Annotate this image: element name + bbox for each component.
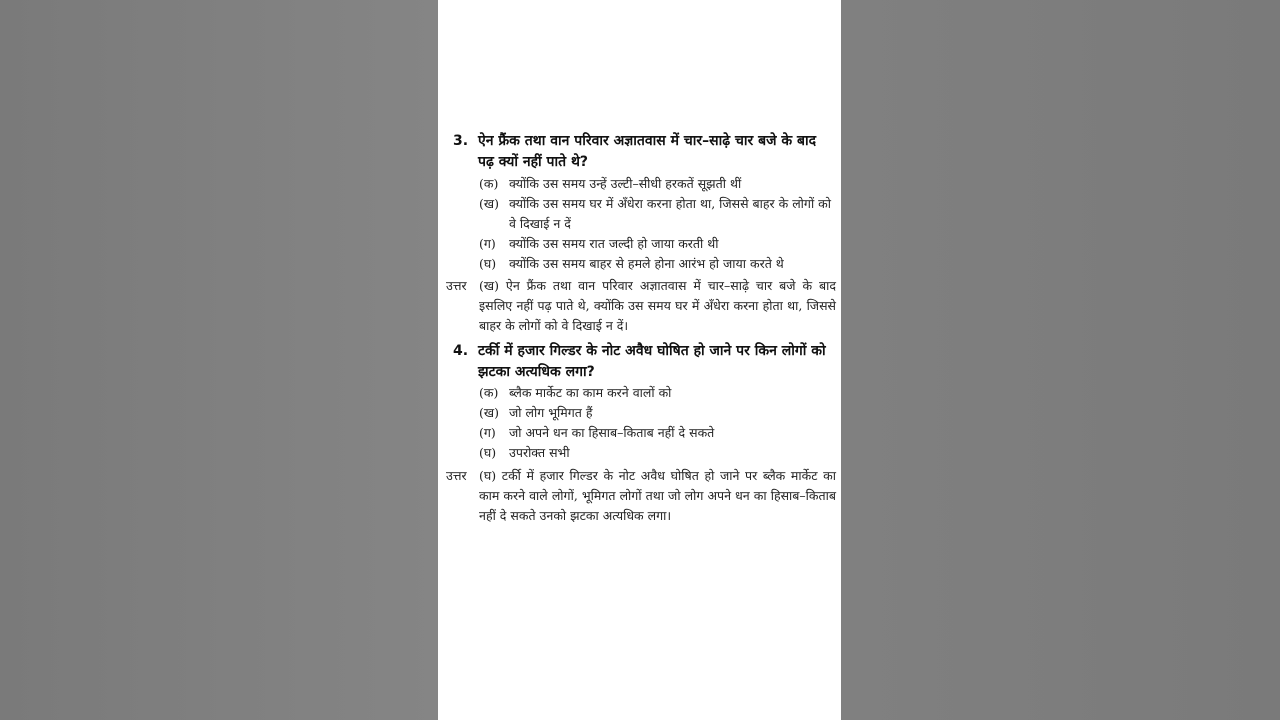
option-label: (ख) xyxy=(479,405,499,420)
option-label: (ग) xyxy=(479,236,496,251)
option-label: (ख) xyxy=(479,196,499,211)
question-number: 3. xyxy=(453,133,469,149)
option-text: जो लोग भूमिगत हैं xyxy=(509,405,593,420)
answer-label: उत्तर xyxy=(446,468,467,483)
answer-text: (ख) ऐन फ्रैंक तथा वान परिवार अज्ञातवास में चार–साढ़े चार बजे के बाद इसलिए नहीं पढ़ पाते थे, क्योंकि उस समय घर में अँधेरा करना होता था, जिससे बाहर के लोगों को वे दिखाई न दें। xyxy=(479,278,836,333)
option-text: जो अपने धन का हिसाब–किताब नहीं दे सकते xyxy=(509,425,715,440)
option-ka xyxy=(479,174,741,194)
option-kha xyxy=(479,403,592,423)
option-gha xyxy=(479,443,570,463)
question-number: 4. xyxy=(453,343,469,359)
option-text: क्योंकि उस समय घर में अँधेरा करना होता था, जिससे बाहर के लोगों को वे दिखाई न दें xyxy=(509,196,831,231)
option-label: (क) xyxy=(479,176,499,191)
option-ga xyxy=(479,234,718,254)
option-text: ब्लैक मार्केट का काम करने वालों को xyxy=(509,385,672,400)
document-page xyxy=(438,0,841,720)
option-kha xyxy=(479,194,835,234)
option-text: क्योंकि उस समय रात जल्दी हो जाया करती थी xyxy=(509,236,719,251)
answer-text: (घ) टर्की में हजार गिल्डर के नोट अवैध घोषित हो जाने पर ब्लैक मार्केट का काम करने वाले लोगों, भूमिगत लोगों तथा जो लोग अपने धन का हिसाब–किताब नहीं दे सकते उनको झटका अत्यधिक लगा। xyxy=(479,468,836,523)
option-label: (घ) xyxy=(479,256,497,271)
answer-label: उत्तर xyxy=(446,278,467,293)
question-text: ऐन फ्रैंक तथा वान परिवार अज्ञातवास में चार–साढ़े चार बजे के बाद पढ़ क्यों नहीं पाते थे? xyxy=(478,133,817,170)
option-text: क्योंकि उस समय उन्हें उल्टी–सीधी हरकतें सूझती थीं xyxy=(509,176,742,191)
option-text: क्योंकि उस समय बाहर से हमले होना आरंभ हो जाया करते थे xyxy=(509,256,784,271)
option-label: (ग) xyxy=(479,425,496,440)
option-text: उपरोक्त सभी xyxy=(509,445,570,460)
option-label: (घ) xyxy=(479,445,497,460)
option-gha xyxy=(479,254,784,274)
option-label: (क) xyxy=(479,385,499,400)
option-ga xyxy=(479,423,714,443)
question-text: टर्की में हजार गिल्डर के नोट अवैध घोषित हो जाने पर किन लोगों को झटका अत्यधिक लगा? xyxy=(478,343,826,380)
option-ka xyxy=(479,383,671,403)
